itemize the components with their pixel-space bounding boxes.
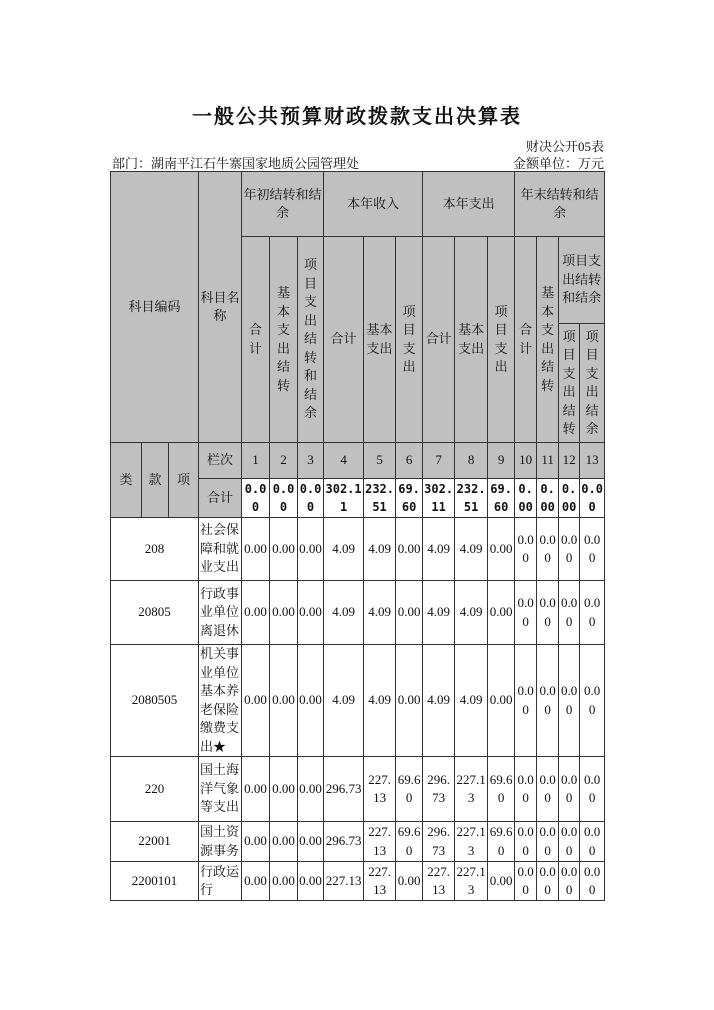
value-cell: 0.00 xyxy=(270,822,298,862)
value-cell: 0.00 xyxy=(515,645,537,757)
table-row xyxy=(111,757,605,822)
value-cell: 0.00 xyxy=(270,518,298,581)
table-row xyxy=(111,862,605,901)
row-name: 行政事业单位离退休 xyxy=(199,581,242,645)
header-income: 本年收入 xyxy=(324,172,423,237)
value-cell: 0.00 xyxy=(488,518,515,581)
value-cell: 296.73 xyxy=(423,757,455,822)
total-cell: 232.51 xyxy=(455,479,488,518)
total-cell: 302.11 xyxy=(423,479,455,518)
value-cell: 0.00 xyxy=(580,757,605,822)
header-income-project: 项目支出 xyxy=(396,237,423,443)
total-cell: 0.00 xyxy=(298,479,324,518)
value-cell: 227.13 xyxy=(455,822,488,862)
value-cell: 0.00 xyxy=(298,581,324,645)
header-code: 科目编码 xyxy=(111,172,199,443)
value-cell: 4.09 xyxy=(324,645,364,757)
value-cell: 69.60 xyxy=(488,757,515,822)
row-name: 机关事业单位基本养老保险缴费支出★ xyxy=(199,645,242,757)
header-begin-project: 项目支出结转和结余 xyxy=(298,237,324,443)
value-cell: 4.09 xyxy=(423,581,455,645)
value-cell: 227.13 xyxy=(324,862,364,901)
header-income-basic: 基本支出 xyxy=(364,237,396,443)
value-cell: 0.00 xyxy=(515,822,537,862)
header-end: 年末结转和结余 xyxy=(515,172,605,237)
value-cell: 0.00 xyxy=(396,518,423,581)
department-label: 部门：湖南平江石牛寨国家地质公园管理处 xyxy=(112,156,360,171)
header-end-total: 合计 xyxy=(515,237,537,443)
column-number: 10 xyxy=(515,443,537,479)
value-cell: 227.13 xyxy=(364,822,396,862)
value-cell: 0.00 xyxy=(298,757,324,822)
value-cell: 4.09 xyxy=(455,645,488,757)
total-cell: 0.00 xyxy=(242,479,270,518)
value-cell: 0.00 xyxy=(537,518,559,581)
value-cell: 0.00 xyxy=(537,757,559,822)
total-cell: 0.00 xyxy=(515,479,537,518)
header-begin: 年初结转和结余 xyxy=(242,172,324,237)
value-cell: 0.00 xyxy=(270,581,298,645)
total-cell: 69.60 xyxy=(488,479,515,518)
column-number: 11 xyxy=(537,443,559,479)
header-income-total: 合计 xyxy=(324,237,364,443)
value-cell: 0.00 xyxy=(396,862,423,901)
row-code: 2080505 xyxy=(111,645,199,757)
total-cell: 69.60 xyxy=(396,479,423,518)
header-begin-total: 合计 xyxy=(242,237,270,443)
value-cell: 0.00 xyxy=(396,645,423,757)
value-cell: 0.00 xyxy=(270,757,298,822)
value-cell: 227.13 xyxy=(364,862,396,901)
column-number: 13 xyxy=(580,443,605,479)
value-cell: 4.09 xyxy=(364,645,396,757)
row-code: 22001 xyxy=(111,822,199,862)
value-cell: 0.00 xyxy=(242,822,270,862)
header-expense: 本年支出 xyxy=(423,172,515,237)
value-cell: 4.09 xyxy=(423,645,455,757)
row-code: 220 xyxy=(111,757,199,822)
value-cell: 0.00 xyxy=(242,645,270,757)
value-cell: 0.00 xyxy=(537,645,559,757)
value-cell: 0.00 xyxy=(298,645,324,757)
value-cell: 0.00 xyxy=(270,862,298,901)
column-number: 1 xyxy=(242,443,270,479)
value-cell: 0.00 xyxy=(559,862,580,901)
row-name: 行政运行 xyxy=(199,862,242,901)
value-cell: 0.00 xyxy=(515,518,537,581)
header-name: 科目名称 xyxy=(199,172,242,443)
value-cell: 0.00 xyxy=(242,581,270,645)
row-name: 社会保障和就业支出 xyxy=(199,518,242,581)
value-cell: 296.73 xyxy=(423,822,455,862)
value-cell: 296.73 xyxy=(324,822,364,862)
column-number: 2 xyxy=(270,443,298,479)
value-cell: 0.00 xyxy=(559,518,580,581)
form-number: 财决公开05表 xyxy=(525,139,604,154)
header-lei: 类 xyxy=(111,443,142,518)
row-code: 2200101 xyxy=(111,862,199,901)
row-name: 国土海洋气象等支出 xyxy=(199,757,242,822)
header-end-project-balance: 项目支出结余 xyxy=(580,324,605,443)
value-cell: 4.09 xyxy=(455,518,488,581)
column-number: 8 xyxy=(455,443,488,479)
header-expense-project: 项目支出 xyxy=(488,237,515,443)
column-number: 6 xyxy=(396,443,423,479)
value-cell: 4.09 xyxy=(324,518,364,581)
table-row xyxy=(111,645,605,757)
column-number: 3 xyxy=(298,443,324,479)
column-number: 4 xyxy=(324,443,364,479)
column-number: 5 xyxy=(364,443,396,479)
header-expense-total: 合计 xyxy=(423,237,455,443)
table-row xyxy=(111,581,605,645)
header-end-project: 项目支出结转和结余 xyxy=(559,237,605,324)
value-cell: 227.13 xyxy=(455,862,488,901)
value-cell: 296.73 xyxy=(324,757,364,822)
row-code: 20805 xyxy=(111,581,199,645)
total-cell: 232.51 xyxy=(364,479,396,518)
column-number: 9 xyxy=(488,443,515,479)
page-title: 一般公共预算财政拨款支出决算表 xyxy=(192,106,522,128)
table-row xyxy=(111,518,605,581)
value-cell: 4.09 xyxy=(364,518,396,581)
value-cell: 4.09 xyxy=(364,581,396,645)
value-cell: 0.00 xyxy=(559,822,580,862)
header-begin-basic: 基本支出结转 xyxy=(270,237,298,443)
value-cell: 0.00 xyxy=(298,822,324,862)
value-cell: 0.00 xyxy=(580,822,605,862)
table-row xyxy=(111,822,605,862)
value-cell: 0.00 xyxy=(298,518,324,581)
value-cell: 0.00 xyxy=(580,581,605,645)
header-sum: 合计 xyxy=(199,479,242,518)
value-cell: 4.09 xyxy=(455,581,488,645)
total-cell: 0.00 xyxy=(270,479,298,518)
unit-label: 金额单位：万元 xyxy=(512,156,604,171)
value-cell: 227.13 xyxy=(423,862,455,901)
value-cell: 0.00 xyxy=(559,757,580,822)
value-cell: 0.00 xyxy=(537,862,559,901)
value-cell: 227.13 xyxy=(455,757,488,822)
column-number: 7 xyxy=(423,443,455,479)
value-cell: 0.00 xyxy=(242,862,270,901)
expenditure-table xyxy=(110,171,605,901)
total-cell: 0.00 xyxy=(580,479,605,518)
row-code: 208 xyxy=(111,518,199,581)
value-cell: 0.00 xyxy=(242,518,270,581)
value-cell: 0.00 xyxy=(515,581,537,645)
value-cell: 69.60 xyxy=(396,822,423,862)
value-cell: 0.00 xyxy=(515,757,537,822)
value-cell: 0.00 xyxy=(580,518,605,581)
value-cell: 4.09 xyxy=(324,581,364,645)
value-cell: 0.00 xyxy=(488,862,515,901)
value-cell: 0.00 xyxy=(537,822,559,862)
value-cell: 0.00 xyxy=(559,581,580,645)
header-col-no: 栏次 xyxy=(199,443,242,479)
value-cell: 0.00 xyxy=(580,862,605,901)
value-cell: 0.00 xyxy=(396,581,423,645)
value-cell: 0.00 xyxy=(537,581,559,645)
row-name: 国土资源事务 xyxy=(199,822,242,862)
value-cell: 0.00 xyxy=(488,645,515,757)
header-expense-basic: 基本支出 xyxy=(455,237,488,443)
total-cell: 0.00 xyxy=(559,479,580,518)
value-cell: 4.09 xyxy=(423,518,455,581)
value-cell: 69.60 xyxy=(396,757,423,822)
value-cell: 0.00 xyxy=(298,862,324,901)
total-cell: 302.11 xyxy=(324,479,364,518)
value-cell: 0.00 xyxy=(559,645,580,757)
value-cell: 227.13 xyxy=(364,757,396,822)
column-number: 12 xyxy=(559,443,580,479)
header-end-project-carry: 项目支出结转 xyxy=(559,324,580,443)
value-cell: 0.00 xyxy=(580,645,605,757)
value-cell: 0.00 xyxy=(242,757,270,822)
value-cell: 0.00 xyxy=(488,581,515,645)
total-cell: 0.00 xyxy=(537,479,559,518)
value-cell: 69.60 xyxy=(488,822,515,862)
header-xiang: 项 xyxy=(169,443,199,518)
header-kuan: 款 xyxy=(142,443,169,518)
value-cell: 0.00 xyxy=(515,862,537,901)
header-end-basic: 基本支出结转 xyxy=(537,237,559,443)
value-cell: 0.00 xyxy=(270,645,298,757)
